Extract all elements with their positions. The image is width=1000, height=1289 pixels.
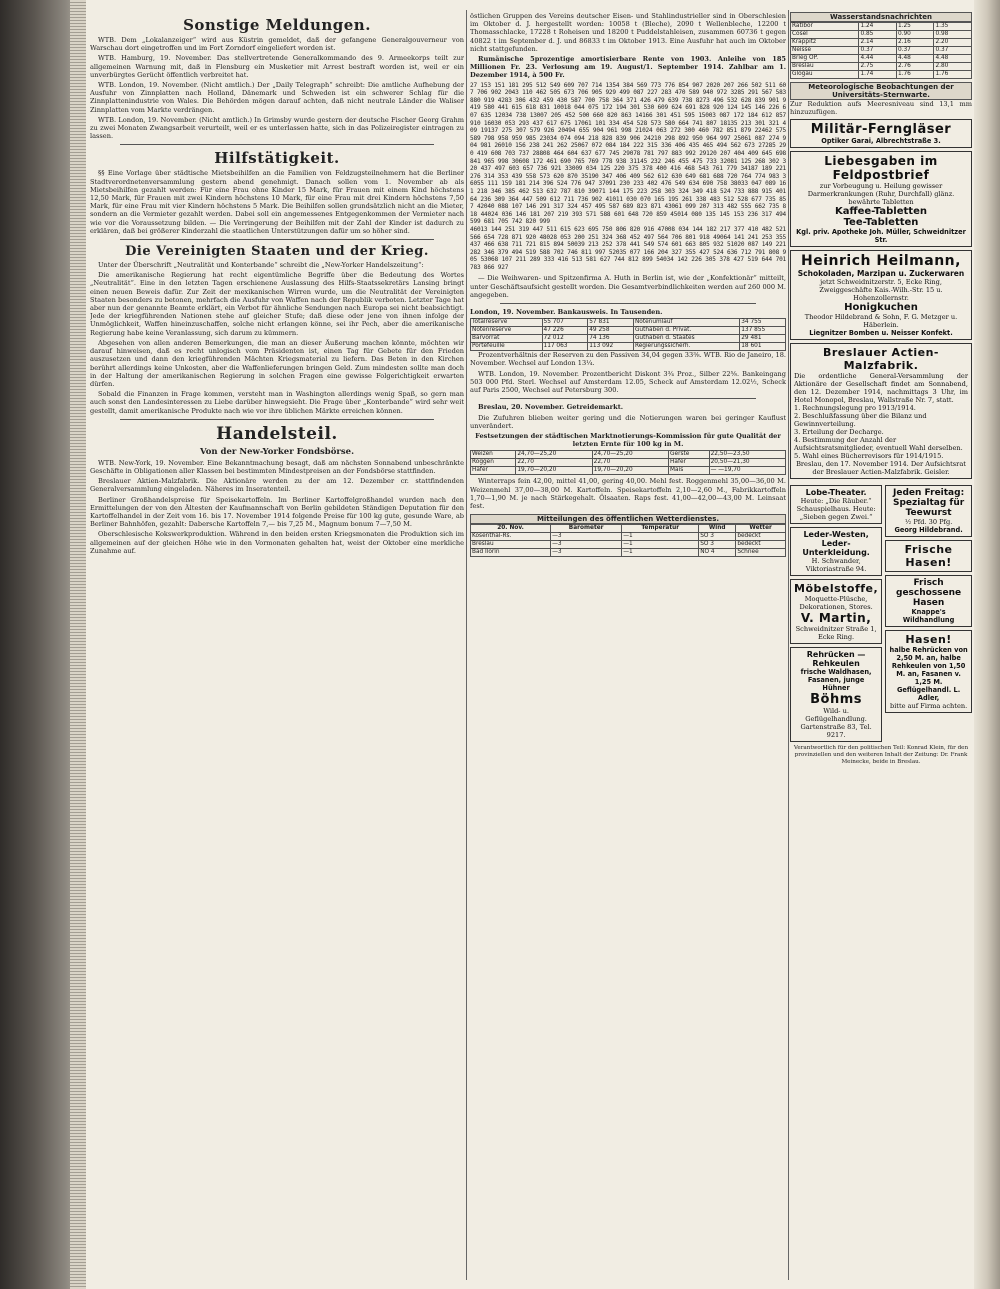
ad-grid xyxy=(790,482,972,745)
table-row xyxy=(471,319,786,327)
kommission-title: Festsetzungen der städtischen Marktnotierungs-Kommission für gute Qualität der letzten Ernte für 100 kg in M. xyxy=(475,431,781,449)
table-cell: Krappitz xyxy=(791,39,859,47)
imprint-footer: Verantwortlich für den politischen Teil: Konrad Klein, für den provinziellen und den weiteren Inhalt der Zeitung: Dr. Frank Meinecke, beide in Breslau. xyxy=(793,745,969,765)
section-title-sonstige: Sonstige Meldungen. xyxy=(183,16,371,34)
table-cell: Barvorrat xyxy=(471,335,543,343)
ad-text: Schauspielhaus. Heute: „Sieben gegen Zwei.“ xyxy=(796,505,876,522)
table-cell: 47 226 xyxy=(542,327,588,335)
ad-text: Kgl. priv. Apotheke Joh. Müller, Schweidnitzer Str. xyxy=(796,228,966,245)
table-cell: NO 4 xyxy=(699,549,736,557)
section-title-handel: Handelsteil. xyxy=(216,423,338,444)
table-cell: 2.76 xyxy=(896,63,934,71)
table-row xyxy=(791,39,972,47)
article-paragraph: WTB. London, 19. November. (Nicht amtlich.) In Grimsby wurde gestern der deutsche Fischer Georg Grahm zu zwei Monaten Zwangsarbeit verurteilt, weil er es unterlassen hatte, sich in das Polizeiregister eintragen zu lassen. xyxy=(90,115,464,141)
table-cell: —3 xyxy=(551,541,622,549)
ad-malzfabrik xyxy=(790,343,972,479)
ad-list-item: 4. Bestimmung der Anzahl der Aufsichtsratsmitglieder, eventuell Wahl derselben. xyxy=(794,436,963,453)
table-cell: 0.85 xyxy=(859,31,897,39)
column-rule xyxy=(788,10,789,1280)
table-row xyxy=(791,55,972,63)
table-cell: 1.35 xyxy=(934,23,972,31)
table-cell: 19,70—20,20 xyxy=(516,467,592,475)
table-cell: Temperatur xyxy=(622,525,699,533)
table-cell: 2.14 xyxy=(859,39,897,47)
ad-product: Honigkuchen xyxy=(844,302,918,314)
ad-list-item: 2. Beschlußfassung über die Bilanz und Gewinnverteilung. xyxy=(794,412,927,429)
table-row xyxy=(791,71,972,79)
ad-adler xyxy=(885,630,972,713)
ad-hasen xyxy=(885,540,972,572)
table-cell: 0.90 xyxy=(896,31,934,39)
bank-table xyxy=(470,318,786,351)
table-cell: 22,50—23,50 xyxy=(709,451,785,459)
table-cell: Wetter xyxy=(736,525,786,533)
ad-headline: Hasen! xyxy=(905,633,952,647)
table-row xyxy=(471,467,786,475)
subsection-title: Von der New-Yorker Fondsbörse. xyxy=(199,446,355,457)
table-cell: 19,70—20,20 xyxy=(592,467,668,475)
table-cell: — —19,70 xyxy=(709,467,785,475)
section-title-hilfs: Hilfstätigkeit. xyxy=(214,149,340,168)
table-cell: SO 3 xyxy=(699,541,736,549)
weather-title: Mitteilungen des öffentlichen Wetterdienstes. xyxy=(470,514,786,524)
article-paragraph: östlichen Gruppen des Vereins deutscher Eisen- und Stahlindustrieller sind in Oberschlesien im Oktober d. J. hergestellt worden: 10058 t (Bleche), 2090 t Wellenbleche, 12200 t Thomasschlacke, 17228 t Roheisen und 18200 t Puddelstahleisen, zusammen 60736 t gegen 40822 t im September d. J. und 86833 t im Oktober 1913. Eine Ausfuhr hat auch im Oktober nicht stattgefunden. xyxy=(470,12,786,53)
article-paragraph: Berliner Großhandelspreise für Speisekartoffeln. Im Berliner Kartoffelgroßhandel wurden nach den Ermittelungen der von den Ältesten der Kaufmannschaft von Berlin gebildeten Ständigen Deputation für den Kartoffelhandel in der Zeit vom 16. bis 17. November 1914 folgende Preise für 100 kg gute, gesunde Ware, ab Berliner Bahnhöfen, gezahlt: Dabersche Kartoffeln 7,— bis 7,25 M., Magnum bonum 7—7,50 M. xyxy=(90,495,464,529)
table-cell: Wind xyxy=(699,525,736,533)
table-cell: Portefeuille xyxy=(471,343,543,351)
table-cell: 113 092 xyxy=(588,343,634,351)
article-paragraph: Die Zufuhren blieben weiter gering und die Notierungen waren bei geringer Kauflust unverändert. xyxy=(470,413,786,430)
lottery-numbers-continued: 46013 144 251 319 447 511 615 623 695 750 806 820 916 47008 034 144 182 217 377 410 482 521 566 654 728 871 920 48028 053 200 251 324 368 452 497 564 706 801 918 49064 141 241 253 355 437 466 638 711 721 815 894 50039 213 252 378 441 549 574 601 663 805 932 51020 087 149 221 282 346 379 494 519 588 702 746 811 997 52035 077 166 204 327 355 427 524 636 712 791 808 905 53068 107 211 289 333 416 513 581 627 744 812 899 54034 142 226 305 378 427 519 644 701 783 866 927 xyxy=(470,225,786,271)
table-cell: 1.25 xyxy=(896,23,934,31)
table-cell: Kosenthal-Rs. xyxy=(471,533,551,541)
table-cell: SO 3 xyxy=(699,533,736,541)
table-cell: Breslau xyxy=(471,541,551,549)
column-rule xyxy=(466,10,467,1280)
table-cell: Mais xyxy=(669,467,710,475)
page-edges xyxy=(70,0,86,1289)
table-cell: 22,70 xyxy=(516,459,592,467)
ad-text: Geflügelhandl. L. Adler, xyxy=(896,686,961,703)
table-cell: 20. Nov. xyxy=(471,525,551,533)
article-paragraph: WTB. Hamburg, 19. November. Das stellvertretende Generalkommando des 9. Armeekorps teilt zur allgemeinen Warnung mit, daß in Flensburg ein Musketier mit Arrest bestraft worden ist, weil er ein unverbürgtes Gerücht öffentlich verbreitet hat. xyxy=(90,54,464,79)
ad-militaer xyxy=(790,119,972,148)
ad-headline: V. Martin, xyxy=(800,611,872,626)
article-paragraph: Abgesehen von allen anderen Bemerkungen, die man an dieser Äußerung machen könnte, möchten wir darauf hinweisen, daß es recht unlogisch vom Präsidenten ist, einen Tag für Gebete für den Frieden auszusetzen und dann den kriegführenden Mächten Kriegsmaterial zu liefern. Das Beten in den Kirchen berührt allerdings keine Unkosten, aber die Waffenlieferungen bringen Geld. Zum mindesten sollte man doch in der Haltung der amerikanischen Regierung in solchen Fragen eine gewisse Folgerichtigkeit erwarten dürfen. xyxy=(90,338,464,388)
article-paragraph: Sobald die Finanzen in Frage kommen, versteht man in Washington allerdings wenig Spaß, so gern man auch sonst den Landesinteressen zu Liebe darüber hinwegsieht. Die Frage über „Konterbande“ wird sehr weit gestellt, damit amerikanische Produkte nach wie vor ihre üblichen Märkte erreichen können. xyxy=(90,390,464,415)
ad-heilmann xyxy=(790,250,972,340)
table-cell: 29 481 xyxy=(740,335,786,343)
table-cell: 1.76 xyxy=(896,71,934,79)
ad-product: Tee-Tabletten xyxy=(843,217,919,229)
table-row xyxy=(471,549,786,557)
ad-liebesgaben xyxy=(790,151,972,247)
ad-text: ½ Pfd. 30 Pfg. xyxy=(904,518,953,527)
article-paragraph: WTB. London, 19. November. (Nicht amtlich.) Der „Daily Telegraph“ schreibt: Die amtliche Aufhebung der Ausfuhr von Zinnplatten nach Holland, Dänemark und Schweden ist ein schwerer Schlag für die Zinnplattenindustrie von Wales. Die Behörden mögen darauf achten, daß nicht neutrale Länder die Waliser Zinnplatten vom Markte verdrängen. xyxy=(90,81,464,114)
newspaper-sheet xyxy=(86,0,974,1289)
table-cell: Barometer xyxy=(551,525,622,533)
ad-text: frische Waldhasen, Fasanen, junge Hühner xyxy=(800,668,872,693)
ad-list-item: 3. Erteilung der Decharge. xyxy=(794,428,884,437)
ad-leder xyxy=(790,527,882,576)
ad-text: Optiker Garai, Albrechtstraße 3. xyxy=(821,137,941,146)
table-row xyxy=(471,525,786,533)
divider xyxy=(500,303,756,304)
table-cell: Schnee xyxy=(736,549,786,557)
ad-text: Georg Hildebrand. xyxy=(894,526,963,535)
ad-text: Theodor Hildebrand & Sohn, F. G. Metzger u. Häberlein. xyxy=(804,313,958,330)
article-paragraph: Unter der Überschrift „Neutralität und Konterbande“ schreibt die „New-Yorker Handelszeitung“: xyxy=(98,261,424,270)
table-cell: 2.80 xyxy=(934,63,972,71)
ad-text: Die ordentliche General-Versammlung der Aktionäre der Gesellschaft findet am Sonnabend, den 12. Dezember 1914, nachmittags 3 Uhr, im Hotel Monopol, Breslau, Wallstraße Nr. 7, statt. xyxy=(794,372,968,405)
ad-headline: Leder-Westen, Leder-Unterkleidung. xyxy=(802,530,870,558)
article-paragraph: Die amerikanische Regierung hat recht eigentümliche Begriffe über die Bedeutung des Wortes „Neutralität“. Eine in den letzten Tagen erschienene Auslassung des Hilfs-Staatssekretärs Lansing bringt einen neuen Beweis dafür. Zur Zeit der mexikanischen Wirren wurde, um die Neutralität der Vereinigten Staaten besonders zu betonen, mehrfach die Ausfuhr von Waffen nach der Republik verboten. Letzter Tage hat aber nun der genannte Beamte erklärt, ein Verbot für ähnliche Sendungen nach Europa sei nicht beabsichtigt. Jede der kriegführenden Nationen stehe auf gleicher Stufe; daß diese oder jene von ihnen infolge der Unmöglichkeit, Waffen hineinzuschaffen, solche nicht erlangen könne, sei ihr Pech, aber die amerikanische Regierung habe keine Veranlassung, sich darum zu kümmern. xyxy=(90,271,464,337)
table-cell: —1 xyxy=(622,549,699,557)
ad-text: halbe Rehrücken von 2,50 M. an, halbe Rehkeulen von 1,50 M. an, Fasanen v. 1,25 M. xyxy=(889,646,968,687)
table-cell: Guthaben d. Privat. xyxy=(633,327,739,335)
table-cell: 24,70—25,20 xyxy=(592,451,668,459)
divider xyxy=(120,419,434,420)
table-row xyxy=(471,541,786,549)
ad-text: jetzt Schweidnitzerstr. 5, Ecke Ring, Zweiggeschäfte Kais.-Wilh.-Str. 15 u. Hohenzollernstr. xyxy=(819,278,943,303)
lottery-title: Rumänische 5prozentige amortisierbare Rente von 1903. Anleihe von 185 Millionen Fr. 23. Verlosung am 19. August/1. September 1914. Zahlbar am 1. Dezember 1914, à 500 Fr. xyxy=(470,55,786,80)
article-paragraph: Oberschlesische Kokswerkproduktion. Während in den beiden ersten Kriegsmonaten die Produktion sich im allgemeinen auf der gleichen Höhe wie in den Vormonaten gehalten hat, weist der Oktober eine merkliche Zunahme auf. xyxy=(90,530,464,555)
table-cell: 1.76 xyxy=(934,71,972,79)
ad-headline: Heinrich Heilmann, xyxy=(801,253,961,270)
ad-list-item: 1. Rechnungslegung pro 1913/1914. xyxy=(794,404,916,413)
table-cell: 55 707 xyxy=(542,319,588,327)
page-edge-right xyxy=(974,0,1000,1289)
lottery-numbers: 27 153 151 181 295 512 549 609 707 714 1354 384 569 773 776 854 907 2020 207 266 502 511 607 706 902 2043 110 462 505 673 706 905 929 499 087 227 283 470 589 940 972 3285 291 567 583 880 919 4283 306 432 459 430 587 700 758 364 371 426 479 639 738 8273 496 532 628 839 901 9419 580 441 615 618 831 10018 044 075 172 194 301 530 609 624 691 828 920 124 145 146 226 607 635 12034 738 13007 205 452 500 660 820 863 14166 301 451 595 15003 087 172 184 612 857 910 16030 053 293 437 617 675 17061 101 334 454 528 573 580 664 741 807 18135 213 301 321 409 19137 275 307 579 926 20494 655 904 961 998 21024 063 272 300 460 782 851 879 22462 575 589 798 958 959 985 23034 074 094 218 828 839 906 24210 298 892 950 964 997 25061 087 274 904 981 26010 156 238 241 262 25067 072 084 184 222 315 336 406 435 465 494 562 673 27285 290 419 608 703 737 28808 464 604 637 677 745 29078 781 797 883 992 29120 207 404 409 645 698 841 965 998 30608 172 461 690 765 769 778 938 31145 232 246 455 475 733 32081 125 268 302 320 437 497 603 657 736 921 33009 034 125 220 375 378 400 416 468 543 761 779 34187 189 221 276 314 353 439 558 573 620 870 35190 347 406 409 562 612 630 649 681 688 720 764 774 983 36055 111 159 181 214 396 524 776 947 37091 230 233 402 476 549 634 690 758 38033 047 089 161 218 346 385 462 513 632 787 810 39071 144 175 223 258 303 324 349 418 524 733 888 915 40164 236 309 364 447 509 612 711 736 902 41011 030 070 165 195 261 338 483 512 528 677 735 857 42040 088 107 146 291 317 324 457 495 587 689 823 871 43061 099 207 313 482 555 662 735 818 44024 036 146 181 207 219 393 571 588 601 648 720 859 45014 080 135 145 153 236 317 494 599 681 705 742 820 999 xyxy=(470,81,786,226)
table-cell: Notenumlauf xyxy=(633,319,739,327)
table-cell: Ratibor xyxy=(791,23,859,31)
ad-headline: Breslauer Actien-Malzfabrik. xyxy=(823,346,939,373)
table-row xyxy=(791,31,972,39)
table-cell: Roggen xyxy=(471,459,516,467)
table-cell: Brieg OP. xyxy=(791,55,859,63)
ad-headline: Militär-Ferngläser xyxy=(810,122,952,138)
table-cell: Weizen xyxy=(471,451,516,459)
table-cell: Neisse xyxy=(791,47,859,55)
table-cell: —1 xyxy=(622,541,699,549)
table-cell: 22,70 xyxy=(592,459,668,467)
ad-headline: Liebesgaben im Feldpostbrief xyxy=(824,154,938,183)
ad-subline: Schokoladen, Marzipan u. Zuckerwaren xyxy=(797,269,965,279)
table-cell: 117 063 xyxy=(542,343,588,351)
ad-headline: Frisch geschossene Hasen xyxy=(896,578,962,609)
ad-teewurst xyxy=(885,485,972,537)
ad-text: zur Vorbeugung u. Heilung gewisser Darmerkrankungen (Ruhr, Durchfall) glänz. bewährte Tabletten xyxy=(807,182,955,207)
table-row xyxy=(471,459,786,467)
ad-headline: Rehrücken — Rehkeulen xyxy=(806,650,866,669)
ad-text: Wild- u. Geflügelhandlung. Gartenstraße 83, Tel. 9217. xyxy=(800,707,872,740)
article-paragraph: WTB. Dem „Lokalanzeiger“ wird aus Küstrin gemeldet, daß der gefangene Generalgouverneur von Warschau dort eingetroffen und im Fort Zorndorf eingeliefert worden ist. xyxy=(90,36,464,53)
table-cell: Cosel xyxy=(791,31,859,39)
table-row xyxy=(791,63,972,71)
article-paragraph: Winterraps fein 42,00, mittel 41,00, gering 40,00. Mehl fest. Roggenmehl 35,00—36,00 M. Weizenmehl 37,00—38,00 M. Kartoffeln. Speisekartoffeln 2,10—2,60 M., Fabrikkartoffeln 1,70—1,90 M. je nach Stärkegehalt. Ölsaaten. Raps fest. 41,00—42,00—43,00 M. Leinsaat fest. xyxy=(470,477,786,510)
table-row xyxy=(791,23,972,31)
table-cell: 4.48 xyxy=(896,55,934,63)
article-paragraph: WTB. New-York, 19. November. Eine Bekanntmachung besagt, daß am nächsten Sonnabend unbeschränkte Geschäfte in Obligationen aller Klassen bei bestimmten Mindestpreisen an der Fondsbörse stattfinden. xyxy=(90,458,464,475)
column-right xyxy=(790,12,972,768)
table-cell: 1.24 xyxy=(859,23,897,31)
ad-theater xyxy=(790,485,882,524)
weather-table xyxy=(470,524,786,557)
water-level-table xyxy=(790,22,972,79)
table-cell: 24,70—25,20 xyxy=(516,451,592,459)
table-cell: Totalreserve xyxy=(471,319,543,327)
table-cell: —3 xyxy=(551,549,622,557)
meteo-note: Zur Reduktion aufs Meeresniveau sind 13,1 mm hinzuzufügen. xyxy=(790,100,972,117)
ad-moebelstoffe xyxy=(790,579,882,644)
table-cell: Hafer xyxy=(471,467,516,475)
table-cell: 57 831 xyxy=(588,319,634,327)
column-middle xyxy=(470,12,786,557)
ad-text: Heute: „Die Räuber.“ xyxy=(800,497,872,506)
table-cell: Breslau xyxy=(791,63,859,71)
table-cell: Bad Ilorin xyxy=(471,549,551,557)
table-row xyxy=(471,335,786,343)
table-cell: Regierungssicherh. xyxy=(633,343,739,351)
table-cell: —3 xyxy=(551,533,622,541)
table-cell: 2.16 xyxy=(896,39,934,47)
article-paragraph: Prozentverhältnis der Reserven zu den Passiven 34,04 gegen 33⅜. WTB. Rio de Janeiro, 18. November. Wechsel auf London 13¼. xyxy=(470,351,786,368)
ad-rehruecken xyxy=(790,647,882,742)
table-cell: —1 xyxy=(622,533,699,541)
getreide-title: Breslau, 20. November. Getreidemarkt. xyxy=(478,403,624,412)
article-paragraph: — Die Weihwaren- und Spitzenfirma A. Huth in Berlin ist, wie der „Konfektionär“ mitteilt, unter Geschäftsaufsicht gestellt worden. Die Gesamtverbindlichkeiten werden auf 260 000 M. angegeben. xyxy=(470,274,786,299)
ad-headline: Frische Hasen! xyxy=(904,543,953,570)
table-cell: Gerste xyxy=(669,451,710,459)
table-cell: 72 012 xyxy=(542,335,588,343)
divider xyxy=(120,144,434,145)
ad-text: Knappe's Wildhandlung xyxy=(902,608,955,625)
table-cell: 1.74 xyxy=(859,71,897,79)
table-cell: Hafer xyxy=(669,459,710,467)
table-cell: 74 136 xyxy=(588,335,634,343)
ad-headline: Jeden Freitag: Spezialtag für Teewurst xyxy=(892,488,965,519)
ad-text: Moquette-Plüsche, Dekorationen, Stores. xyxy=(799,595,873,612)
table-cell: 34 755 xyxy=(740,319,786,327)
ad-signature: Breslau, den 17. November 1914. Der Aufsichtsrat der Breslauer Actien-Malzfabrik. Geisler. xyxy=(796,460,966,477)
table-cell: 49 258 xyxy=(588,327,634,335)
table-row xyxy=(471,533,786,541)
ad-frisch-geschossen xyxy=(885,575,972,627)
table-row xyxy=(471,327,786,335)
article-paragraph: WTB. London, 19. November. Prozentbericht Diskont 3¾ Proz., Silber 22⅝. Bankeingang 503 000 Pfd. Sterl. Wechsel auf Amsterdam 12.05, Scheck auf Amsterdam 12.02½, Scheck auf Paris 2500, Wechsel auf Petersburg 300. xyxy=(470,369,786,395)
bank-title: London, 19. November. Bankausweis. In Tausenden. xyxy=(470,308,663,317)
ad-headline: Möbelstoffe, xyxy=(794,582,879,596)
ad-text: Schweidnitzer Straße 1, Ecke Ring. xyxy=(795,625,877,642)
table-cell: 18 601 xyxy=(740,343,786,351)
water-level-title: Wasserstandsnachrichten xyxy=(790,12,972,22)
divider xyxy=(120,239,434,240)
table-cell: bedeckt xyxy=(736,533,786,541)
table-cell: 0.37 xyxy=(934,47,972,55)
table-cell: 137 855 xyxy=(740,327,786,335)
ad-subcolumn-right xyxy=(885,482,972,745)
ad-text: H. Schwander, Viktoriastraße 94. xyxy=(805,557,867,574)
article-paragraph: Breslauer Aktien-Malzfabrik. Die Aktionäre werden zu der am 12. Dezember cr. stattfindenden Generalversammlung eingeladen. Näheres im Inseratenteil. xyxy=(90,477,464,494)
table-cell: 0.98 xyxy=(934,31,972,39)
divider xyxy=(500,398,756,399)
table-row xyxy=(471,343,786,351)
table-cell: 0.37 xyxy=(859,47,897,55)
ad-product: Kaffee-Tabletten xyxy=(835,206,927,218)
ad-headline: Böhms xyxy=(810,692,863,708)
table-cell: 2.75 xyxy=(859,63,897,71)
price-table xyxy=(470,450,786,475)
ad-list-item: 5. Wahl eines Bücherrevisors für 1914/1915. xyxy=(794,452,944,461)
table-cell: 0.37 xyxy=(896,47,934,55)
ad-text: Liegnitzer Bomben u. Neisser Konfekt. xyxy=(809,329,953,338)
table-cell: 4.44 xyxy=(859,55,897,63)
meteo-title: Meteorologische Beobachtungen der Universitäts-Sternwarte. xyxy=(790,82,972,100)
table-row xyxy=(471,451,786,459)
table-cell: Glogau xyxy=(791,71,859,79)
table-row xyxy=(791,47,972,55)
table-cell: 4.48 xyxy=(934,55,972,63)
section-title-vereinigte: Die Vereinigten Staaten und der Krieg. xyxy=(125,244,429,260)
ad-headline: Lobe-Theater. xyxy=(805,488,867,498)
table-cell: 2.20 xyxy=(934,39,972,47)
table-cell: Notenreserve xyxy=(471,327,543,335)
table-cell: Guthaben d. Staates xyxy=(633,335,739,343)
ad-text: bitte auf Firma achten. xyxy=(889,702,968,711)
table-cell: bedeckt xyxy=(736,541,786,549)
column-left xyxy=(90,12,464,557)
article-paragraph: §§ Eine Vorlage über städtische Mietsbeihilfen an die Familien von Feldzugsteilnehmern hat die Berliner Stadtverordnetenversammlung gestern abend genehmigt. Danach sollen vom 1. November ab als Mietsbeihilfen gezahlt werden: Für eine Frau ohne Kinder 15 Mark, für Frauen mit einem Kind höchstens 12,50 Mark, für Frauen mit zwei Kindern höchstens 10 Mark, für eine Frau mit drei Kindern höchstens 7,50 Mark, für eine Frau mit vier Kindern höchstens 5 Mark. Die Beihilfen sollen grundsätzlich nicht an die Mieter, sondern an die Vermieter gezahlt werden. Dabei soll ein angemessenes Entgegenkommen der Vermieter nach wie vor die Voraussetzung bilden. — Die Verringerung der Beihilfen mit der Zahl der Kinder ist dadurch zu erklären, daß bei größerer Kinderzahl die staatlichen Unterstützungen dafür um so höher sind. xyxy=(90,169,464,235)
ad-subcolumn-left xyxy=(790,482,882,745)
table-cell: 20,50—21,30 xyxy=(709,459,785,467)
